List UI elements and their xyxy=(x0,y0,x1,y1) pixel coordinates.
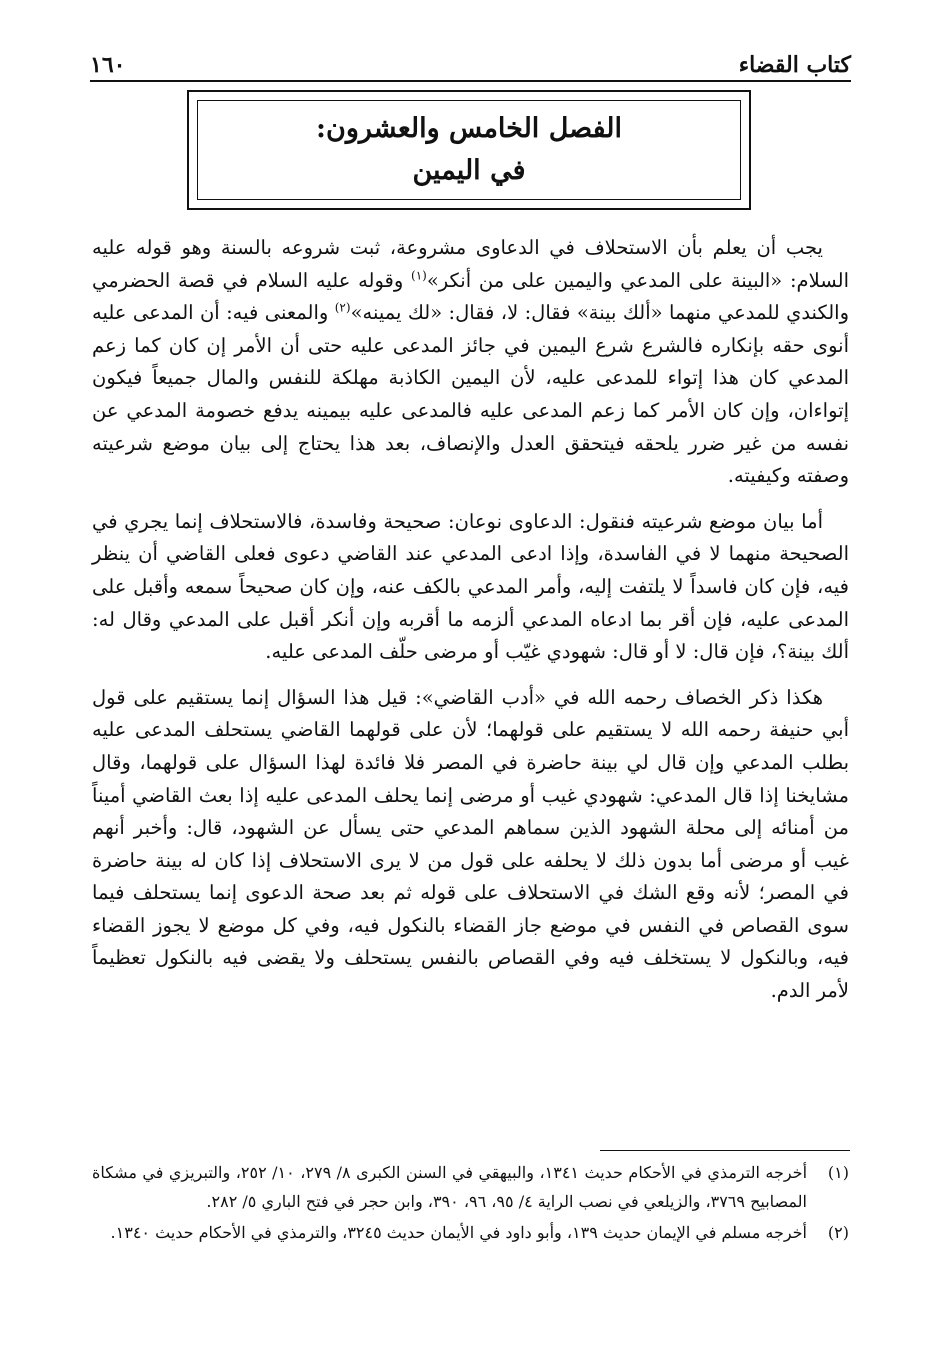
footnote-1-number: (١) xyxy=(827,1163,849,1182)
paragraph-2: أما بيان موضع شرعيته فنقول: الدعاوى نوعان: صحيحة وفاسدة، فالاستحلاف إنما يجري في الصحيحة منهما لا في الفاسدة، وإذا ادعى المدعي عند القاضي دعوى فعلى القاضي أن ينظر فيه، فإن كان فاسداً لا يلتفت إليه، وأمر المدعي بالكف عنه، وإن كان صحيحاً سمعه وأقبل على المدعى عليه، فإن أقر بما ادعاه المدعي ألزمه ما أقربه وإن أنكر أقبل على المدعي وقال له: ألك بينة؟، فإن قال: لا أو قال: شهودي غيّب أو مرضى حلّف المدعى عليه. xyxy=(92,509,849,664)
chapter-title-frame xyxy=(187,90,751,210)
page-number: ١٦٠ xyxy=(90,52,126,78)
paragraph-1-part-3: والمعنى فيه: أن المدعى عليه أنوى حقه بإنكاره فالشرع شرع اليمين في جائز المدعى عليه حتى أن الأمر إن كان كما زعم المدعي كان هذا إتواء للمدعى عليه، لأن اليمين الكاذبة مهلكة للنفس والمال جميعاً فيكون إتواءان، وإن كان الأمر كما زعم المدعى عليه فالمدعى عليه بيمينه يدفع خصومة المدعي عن نفسه من غير ضرر يلحقه فيتحقق العدل والإنصاف، بعد هذا يحتاج إلى بيان موضع شرعيته وصفته وكيفيته. xyxy=(92,301,849,488)
footnote-1 xyxy=(92,1158,849,1216)
footnote-2-number: (٢) xyxy=(827,1223,849,1242)
chapter-title: الفصل الخامس والعشرون: xyxy=(316,113,622,144)
body-text xyxy=(92,232,849,1021)
header-rule xyxy=(90,80,851,82)
footnote-ref-2: (٢) xyxy=(334,300,351,315)
paragraph-1 xyxy=(92,232,849,493)
footnote-2 xyxy=(92,1218,849,1247)
running-head xyxy=(90,38,851,78)
footnote-2-text: أخرجه مسلم في الإيمان حديث ١٣٩، وأبو داود في الأيمان حديث ٣٢٤٥، والترمذي في الأحكام حديث ١٣٤٠. xyxy=(110,1223,807,1242)
footnote-1-text: أخرجه الترمذي في الأحكام حديث ١٣٤١، والبيهقي في السنن الكبرى ٨/ ٢٧٩، ١٠/ ٢٥٢، والتبريزي في مشكاة المصابيح ٣٧٦٩، والزيلعي في نصب الراية ٤/ ٩٥، ٩٦، ٣٩٠، وابن حجر في فتح الباري ٥/ ٢٨٢. xyxy=(92,1163,808,1211)
paragraph-3: هكذا ذكر الخصاف رحمه الله في «أدب القاضي»: قيل هذا السؤال إنما يستقيم على قول أبي حنيفة رحمه الله لا يستقيم على قولهما؛ لأن على قولهما القاضي يستحلف المدعى عليه بطلب المدعي وإن قال لي بينة حاضرة في المصر فلا فائدة لهذا السؤال على قولهما، وقال مشايخنا إذا قال المدعي: شهودي غيب أو مرضى إنما يحلف المدعى عليه إذا بعث القاضي أميناً من أمنائه إلى محلة الشهود الذين سماهم المدعي حتى يسأل عن الشهود، قال: وأخبر أنهم غيب أو مرضى أما بدون ذلك لا يحلفه على قول من لا يرى الاستحلاف إذا كان له بينة حاضرة في المصر؛ لأنه وقع الشك في الاستحلاف على قوله ثم بعد صحة الدعوى إنما يستحلف فيما سوى القصاص في النفس في موضع جاز القضاء بالنكول فيه، وفي كل موضع لا يجوز القضاء فيه، وبالنكول لا يستخلف فيه وفي القصاص بالنفس يستحلف ولا يقضى فيه بالنكول تعظيماً لأمر الدم. xyxy=(92,685,849,1003)
paragraph-1-part-1: يجب أن يعلم بأن الاستحلاف في الدعاوى مشروعة، ثبت شروعه بالسنة وهو قوله عليه السلام: «البينة على المدعي واليمين على من أنكر» xyxy=(92,236,849,292)
paragraph-1-part-2: وقوله عليه السلام في قصة الحضرمي والكندي للمدعي منهما «ألك بينة» فقال: لا، فقال: «لك يمينه» xyxy=(92,268,849,325)
footnotes xyxy=(92,1158,849,1249)
book-title: كتاب القضاء xyxy=(738,52,851,78)
footnote-rule xyxy=(600,1150,850,1151)
footnote-ref-1: (١) xyxy=(411,268,427,283)
chapter-subtitle: في اليمين xyxy=(412,155,526,186)
chapter-title-inner-frame xyxy=(197,100,741,200)
